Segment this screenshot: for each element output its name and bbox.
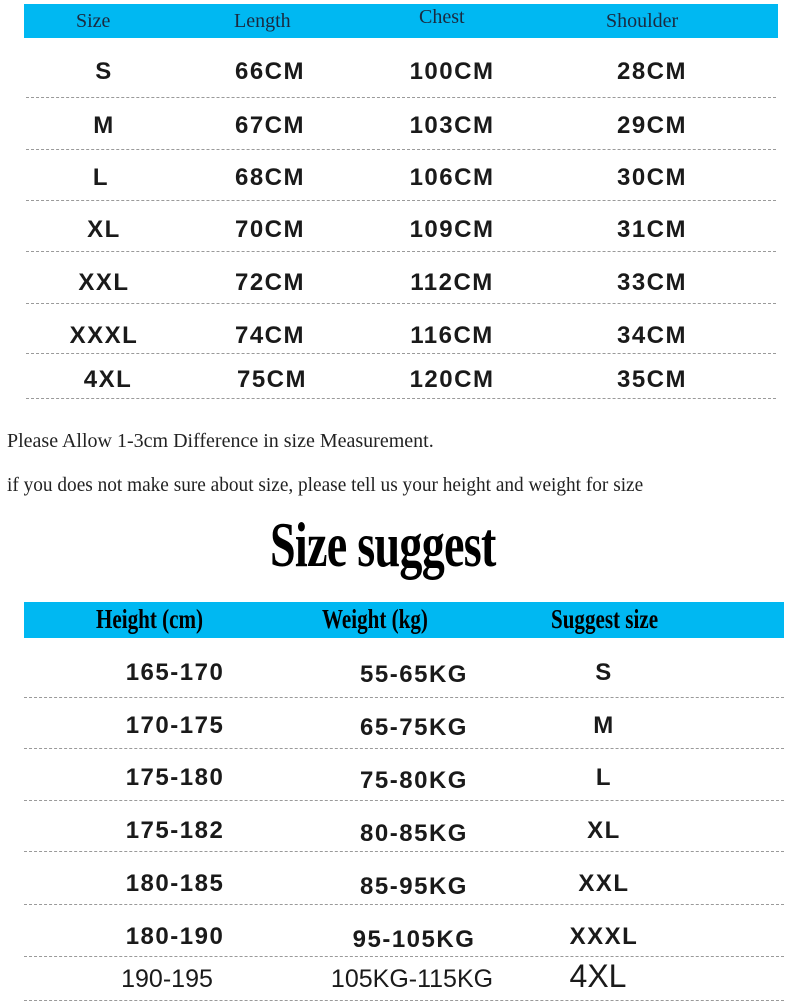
chest-cell: 103CM xyxy=(409,112,495,139)
header-height: Height (cm) xyxy=(96,604,204,634)
shoulder-cell: 28CM xyxy=(616,58,688,85)
size-cell: 4XL xyxy=(83,366,133,393)
chest-cell: 112CM xyxy=(410,269,494,296)
suggest-size-cell: XXXL xyxy=(569,923,639,950)
weight-cell: 105KG-115KG xyxy=(330,965,494,993)
height-cell: 165-170 xyxy=(125,659,225,686)
suggest-size-cell: M xyxy=(593,712,615,739)
header-weight: Weight (kg) xyxy=(322,604,428,634)
length-cell: 70CM xyxy=(234,216,306,243)
row-divider xyxy=(26,149,776,150)
shoulder-cell: 35CM xyxy=(616,366,688,393)
height-cell: 180-185 xyxy=(125,870,225,897)
header-size: Size xyxy=(76,10,111,32)
measurement-note: Please Allow 1-3cm Difference in size Measurement. xyxy=(7,430,434,452)
shoulder-cell: 34CM xyxy=(616,322,688,349)
length-cell: 67CM xyxy=(234,112,306,139)
length-cell: 75CM xyxy=(236,366,308,393)
suggest-size-cell: XXL xyxy=(578,870,630,897)
row-divider xyxy=(26,251,776,252)
header-suggest-size: Suggest size xyxy=(551,604,659,634)
weight-cell: 80-85KG xyxy=(360,820,468,847)
row-divider xyxy=(24,851,784,852)
header-shoulder: Shoulder xyxy=(606,10,679,32)
weight-cell: 75-80KG xyxy=(360,767,468,794)
height-cell: 170-175 xyxy=(125,712,225,739)
suggest-size-cell: S xyxy=(595,659,613,686)
weight-cell: 85-95KG xyxy=(360,873,468,900)
size-suggest-title: Size suggest xyxy=(270,509,496,580)
weight-cell: 95-105KG xyxy=(352,926,476,953)
length-cell: 72CM xyxy=(234,269,306,296)
height-cell: 180-190 xyxy=(125,923,225,950)
header-chest: Chest xyxy=(419,6,465,28)
row-divider xyxy=(26,353,776,354)
height-cell: 175-180 xyxy=(125,764,225,791)
length-cell: 66CM xyxy=(234,58,306,85)
row-divider xyxy=(24,748,784,749)
shoulder-cell: 30CM xyxy=(616,164,688,191)
shoulder-cell: 29CM xyxy=(616,112,688,139)
header-length: Length xyxy=(234,10,291,32)
size-cell: S xyxy=(95,58,113,85)
row-divider xyxy=(24,1000,784,1001)
chest-cell: 109CM xyxy=(409,216,495,243)
row-divider xyxy=(24,800,784,801)
suggest-size-cell: L xyxy=(595,764,613,791)
row-divider xyxy=(24,956,784,957)
row-divider xyxy=(26,303,776,304)
suggest-table-header xyxy=(24,602,784,638)
size-help-note: if you does not make sure about size, please tell us your height and weight for size xyxy=(7,474,644,496)
size-cell: L xyxy=(92,164,110,191)
weight-cell: 65-75KG xyxy=(360,714,468,741)
row-divider xyxy=(26,200,776,201)
height-cell: 175-182 xyxy=(125,817,225,844)
row-divider xyxy=(26,97,776,98)
chest-cell: 116CM xyxy=(410,322,494,349)
suggest-size-cell: 4XL xyxy=(569,958,627,994)
length-cell: 74CM xyxy=(234,322,306,349)
chest-cell: 120CM xyxy=(409,366,495,393)
chest-cell: 100CM xyxy=(409,58,495,85)
shoulder-cell: 33CM xyxy=(616,269,688,296)
length-cell: 68CM xyxy=(234,164,306,191)
chest-cell: 106CM xyxy=(409,164,495,191)
row-divider xyxy=(24,697,784,698)
size-cell: XXXL xyxy=(69,322,139,349)
row-divider xyxy=(26,398,776,399)
size-cell: XXL xyxy=(78,269,130,296)
size-table-header xyxy=(24,4,778,38)
size-cell: M xyxy=(93,112,115,139)
weight-cell: 55-65KG xyxy=(360,661,468,688)
size-cell: XL xyxy=(87,216,121,243)
height-cell: 190-195 xyxy=(121,965,213,993)
shoulder-cell: 31CM xyxy=(616,216,688,243)
row-divider xyxy=(24,904,784,905)
suggest-size-cell: XL xyxy=(587,817,621,844)
